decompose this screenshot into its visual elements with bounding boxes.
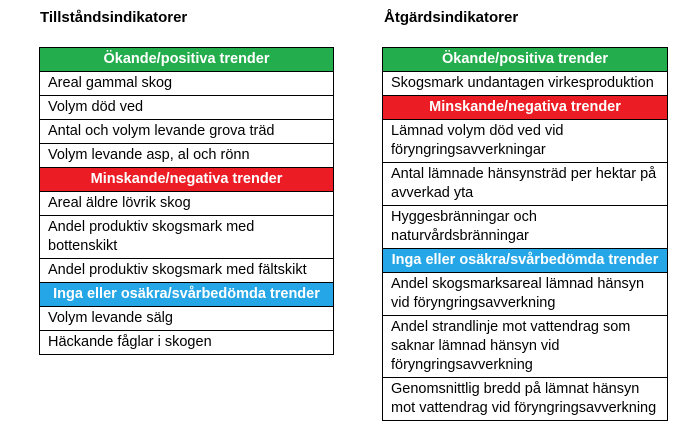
section-header-uncertain: Inga eller osäkra/svårbedömda trender	[40, 283, 334, 307]
indicator-label: Lämnad volym död ved vid föryngringsavverkningar	[383, 120, 668, 163]
left-column-title: Tillståndsindikatorer	[40, 9, 188, 26]
section-header-uncertain: Inga eller osäkra/svårbedömda trender	[383, 249, 668, 273]
section-header-row	[383, 249, 668, 273]
indicator-label: Genomsnittlig bredd på lämnat hänsyn mot vattendrag vid föryngringsavverkning	[383, 378, 668, 421]
indicator-row	[40, 120, 334, 144]
section-header-row	[40, 283, 334, 307]
indicator-row	[40, 72, 334, 96]
indicator-label: Andel produktiv skogsmark med bottenskikt	[40, 216, 334, 259]
indicator-row	[40, 96, 334, 120]
indicator-row	[40, 307, 334, 331]
indicator-label: Areal gammal skog	[40, 72, 334, 96]
indicator-label: Volym levande asp, al och rönn	[40, 144, 334, 168]
indicator-row	[40, 216, 334, 259]
indicator-row	[40, 331, 334, 355]
right-column-title: Åtgärdsindikatorer	[384, 9, 519, 26]
indicator-label: Areal äldre lövrik skog	[40, 192, 334, 216]
left-indicator-table	[39, 47, 334, 355]
indicator-label: Andel strandlinje mot vattendrag som saknar lämnad hänsyn vid föryngringsavverkning	[383, 316, 668, 378]
indicator-row	[383, 120, 668, 163]
indicator-row	[40, 192, 334, 216]
section-header-row	[383, 48, 668, 72]
indicator-row	[383, 378, 668, 421]
section-header-row	[40, 168, 334, 192]
indicator-row	[383, 72, 668, 96]
section-header-row	[383, 96, 668, 120]
indicator-row	[40, 259, 334, 283]
indicator-row	[40, 144, 334, 168]
indicator-label: Andel produktiv skogsmark med fältskikt	[40, 259, 334, 283]
section-header-negative: Minskande/negativa trender	[383, 96, 668, 120]
section-header-positive: Ökande/positiva trender	[40, 48, 334, 72]
indicator-label: Skogsmark undantagen virkesproduktion	[383, 72, 668, 96]
indicator-row	[383, 163, 668, 206]
indicator-label: Hyggesbränningar och naturvårdsbränningar	[383, 206, 668, 249]
indicator-label: Volym död ved	[40, 96, 334, 120]
indicator-row	[383, 316, 668, 378]
section-header-negative: Minskande/negativa trender	[40, 168, 334, 192]
right-indicator-table	[382, 47, 668, 421]
section-header-row	[40, 48, 334, 72]
indicator-label: Häckande fåglar i skogen	[40, 331, 334, 355]
indicator-label: Volym levande sälg	[40, 307, 334, 331]
indicator-row	[383, 273, 668, 316]
indicator-label: Andel skogsmarksareal lämnad hänsyn vid föryngringsavverkning	[383, 273, 668, 316]
indicator-row	[383, 206, 668, 249]
indicator-label: Antal lämnade hänsynsträd per hektar på avverkad yta	[383, 163, 668, 206]
indicator-label: Antal och volym levande grova träd	[40, 120, 334, 144]
section-header-positive: Ökande/positiva trender	[383, 48, 668, 72]
